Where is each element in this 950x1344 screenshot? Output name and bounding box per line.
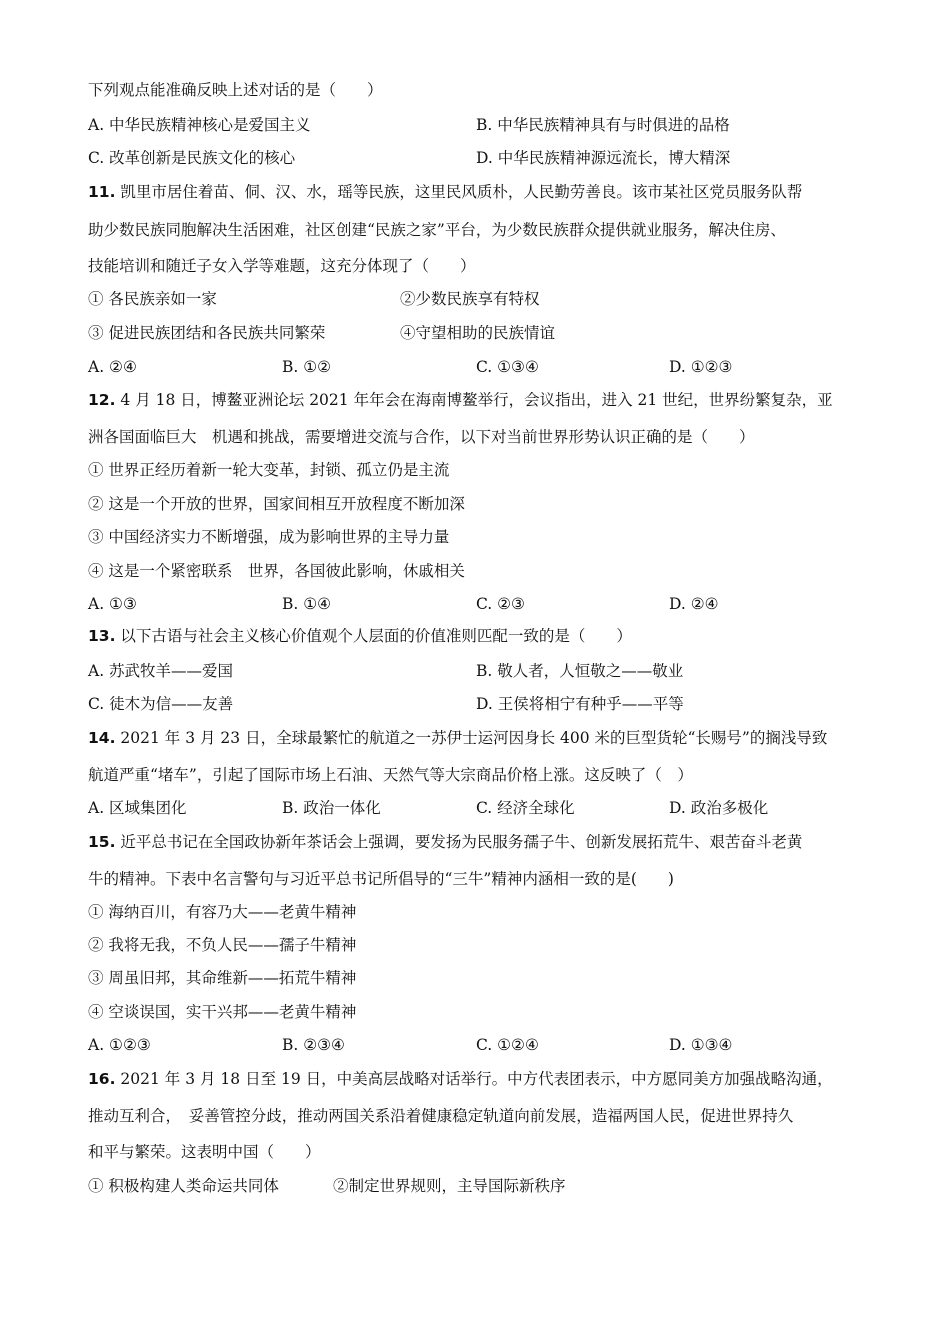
q11-line-1: 11. 凯里市居住着苗、侗、汉、水，瑶等民族，这里民风质朴，人民勤劳善良。该市某社区党员服务队帮 bbox=[88, 183, 803, 201]
q15-item-4: ④ 空谈误国，实干兴邦——老黄牛精神 bbox=[88, 1003, 357, 1021]
q12-option-c: C. ②③ bbox=[476, 595, 525, 613]
q15-item-2: ② 我将无我，不负人民——孺子牛精神 bbox=[88, 936, 357, 954]
q11-option-a: A. ②④ bbox=[88, 358, 137, 376]
q12-line-1: 12. 4 月 18 日，博鳌亚洲论坛 2021 年年会在海南博鳌举行，会议指出，进入 21 世纪，世界纷繁复杂，亚 bbox=[88, 391, 833, 409]
q12-item-2: ② 这是一个开放的世界，国家间相互开放程度不断加深 bbox=[88, 495, 465, 513]
q12-item-3: ③ 中国经济实力不断增强，成为影响世界的主导力量 bbox=[88, 528, 450, 546]
q10-option-d: D. 中华民族精神源远流长，博大精深 bbox=[476, 149, 731, 167]
q14-option-d: D. 政治多极化 bbox=[669, 799, 769, 817]
q11-item-1: ① 各民族亲如一家 bbox=[88, 290, 217, 308]
q15-line-1: 15. 近平总书记在全国政协新年茶话会上强调，要发扬为民服务孺子牛、创新发展拓荒牛、艰苦奋斗老黄 bbox=[88, 833, 803, 851]
q11-item-3: ③ 促进民族团结和各民族共同繁荣 bbox=[88, 324, 326, 342]
q14-line-2: 航道严重“堵车”，引起了国际市场上石油、天然气等大宗商品价格上涨。这反映了（ ） bbox=[88, 766, 693, 784]
q13-line-1: 13. 以下古语与社会主义核心价值观个人层面的价值准则匹配一致的是（ ） bbox=[88, 627, 632, 645]
q15-option-b: B. ②③④ bbox=[282, 1036, 345, 1054]
q11-line-2: 助少数民族同胞解决生活困难，社区创建“民族之家”平台，为少数民族群众提供就业服务，解决住房、 bbox=[88, 221, 786, 239]
q12-item-1: ① 世界正经历着新一轮大变革，封锁、孤立仍是主流 bbox=[88, 461, 450, 479]
q15-option-c: C. ①②④ bbox=[476, 1036, 539, 1054]
q16-number: 16. bbox=[88, 1070, 116, 1088]
q11-number: 11. bbox=[88, 183, 116, 201]
q13-option-a: A. 苏武牧羊——爱国 bbox=[88, 662, 234, 680]
q11-option-b: B. ①② bbox=[282, 358, 332, 376]
q11-option-d: D. ①②③ bbox=[669, 358, 733, 376]
q11-item-4: ④守望相助的民族情谊 bbox=[400, 324, 556, 342]
q11-item-2: ②少数民族享有特权 bbox=[400, 290, 540, 308]
q14-option-a: A. 区域集团化 bbox=[88, 799, 187, 817]
q10-option-a: A. 中华民族精神核心是爱国主义 bbox=[88, 116, 311, 134]
q12-line-2: 洲各国面临巨大 机遇和挑战，需要增进交流与合作，以下对当前世界形势认识正确的是（ ） bbox=[88, 428, 755, 446]
q15-option-d: D. ①③④ bbox=[669, 1036, 733, 1054]
q11-line-3: 技能培训和随迁子女入学等难题，这充分体现了（ ） bbox=[88, 257, 476, 275]
q16-item-2: ②制定世界规则，主导国际新秩序 bbox=[333, 1177, 566, 1195]
q12-number: 12. bbox=[88, 391, 116, 409]
q12-item-4: ④ 这是一个紧密联系 世界，各国彼此影响，休戚相关 bbox=[88, 562, 465, 580]
q10-option-c: C. 改革创新是民族文化的核心 bbox=[88, 149, 296, 167]
q12-option-a: A. ①③ bbox=[88, 595, 137, 613]
q15-number: 15. bbox=[88, 833, 116, 851]
q15-item-3: ③ 周虽旧邦，其命维新——拓荒牛精神 bbox=[88, 969, 357, 987]
q12-option-b: B. ①④ bbox=[282, 595, 332, 613]
q10-option-b: B. 中华民族精神具有与时俱进的品格 bbox=[476, 116, 730, 134]
q15-line-2: 牛的精神。下表中名言警句与习近平总书记所倡导的“三牛”精神内涵相一致的是( ) bbox=[88, 870, 674, 888]
q13-option-d: D. 王侯将相宁有种乎——平等 bbox=[476, 695, 684, 713]
q10-stem: 下列观点能准确反映上述对话的是（ ） bbox=[88, 81, 383, 99]
q11-option-c: C. ①③④ bbox=[476, 358, 539, 376]
q13-option-b: B. 敬人者，人恒敬之——敬业 bbox=[476, 662, 684, 680]
q16-item-1: ① 积极构建人类命运共同体 bbox=[88, 1177, 279, 1195]
q14-option-b: B. 政治一体化 bbox=[282, 799, 381, 817]
q14-number: 14. bbox=[88, 729, 116, 747]
q13-number: 13. bbox=[88, 627, 116, 645]
q15-item-1: ① 海纳百川，有容乃大——老黄牛精神 bbox=[88, 903, 357, 921]
q16-line-1: 16. 2021 年 3 月 18 日至 19 日，中美高层战略对话举行。中方代表团表示，中方愿同美方加强战略沟通， bbox=[88, 1070, 833, 1088]
q15-option-a: A. ①②③ bbox=[88, 1036, 151, 1054]
q16-line-3: 和平与繁荣。这表明中国（ ） bbox=[88, 1143, 321, 1161]
q13-option-c: C. 徒木为信——友善 bbox=[88, 695, 234, 713]
q14-option-c: C. 经济全球化 bbox=[476, 799, 575, 817]
q14-line-1: 14. 2021 年 3 月 23 日，全球最繁忙的航道之一苏伊士运河因身长 400 米的巨型货轮“长赐号”的搁浅导致 bbox=[88, 729, 828, 747]
q16-line-2: 推动互利合， 妥善管控分歧，推动两国关系沿着健康稳定轨道向前发展，造福两国人民，促进世界持久 bbox=[88, 1107, 794, 1125]
q12-option-d: D. ②④ bbox=[669, 595, 719, 613]
